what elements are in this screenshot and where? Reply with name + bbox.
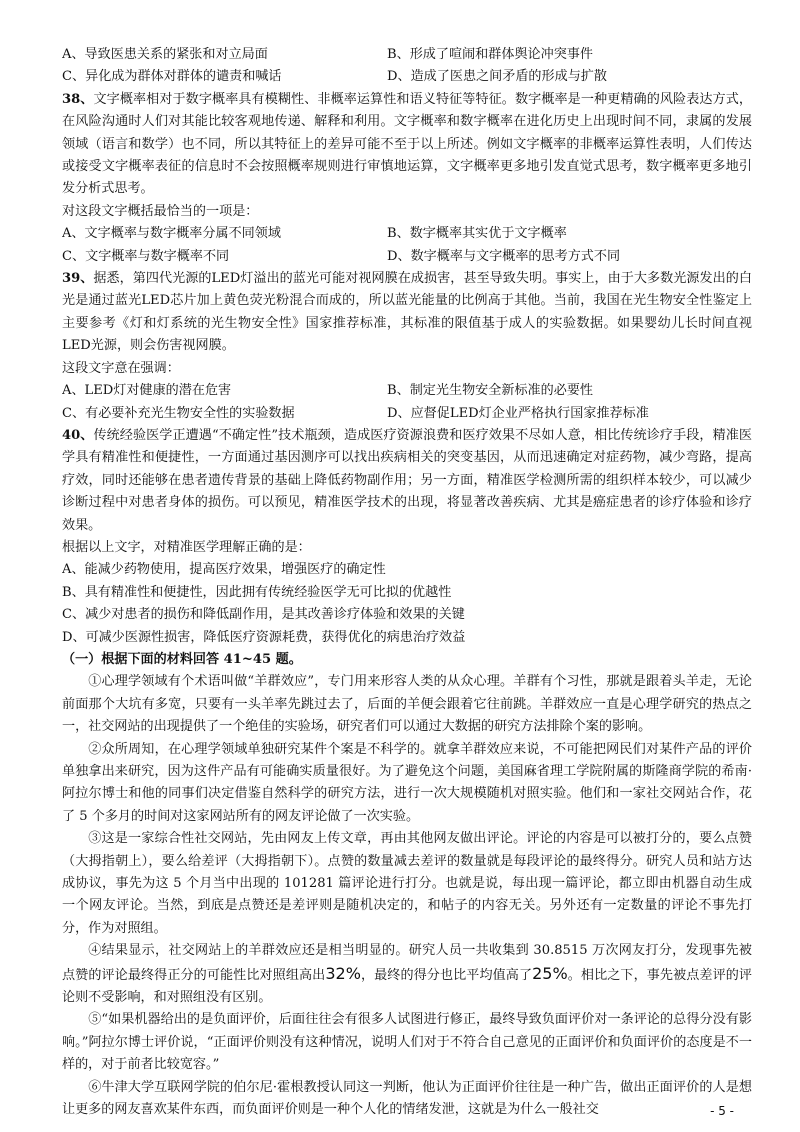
q40-option-b: B、具有精准性和便捷性，因此拥有传统经验医学无可比拟的优越性 — [62, 584, 452, 600]
q40-text: 传统经验医学正遭遇“不确定性”技术瓶颈，造成医疗资源浪费和医疗效果不尽如人意，相比传统诊疗手段，精准医学具有精准性和便捷性，一方面通过基因测序可以找出疾病相关的突变基因，从而迅速确定对症药物，减少弯路，提高疗效，同时还能够在患者遗传背景的基础上降低药物副作用；另一方面，精准医学检测所需的组织样本较少，可以减少诊断过程中对患者身体的损伤。可以预见，精准医学技术的出现，将显著改善疾病、尤其是癌症患者的诊疗体验和诊疗效果。 — [62, 427, 752, 533]
p4-text-c: 。相比之下，事先被点差评的评论则不受影响，和对照组没有区别。 — [62, 967, 753, 1006]
q38-option-a: A、文字概率与数字概率分属不同领域 — [62, 226, 281, 242]
q37-option-d: D、造成了医患之间矛盾的形成与扩散 — [387, 69, 607, 85]
q38-question: 对这段文字概括最恰当的一项是： — [62, 203, 259, 219]
q38-option-b: B、数字概率其实优于文字概率 — [387, 226, 567, 242]
q39-stem — [62, 268, 752, 358]
q38-option-d: D、数字概率与文字概率的思考方式不同 — [387, 248, 621, 264]
passage-paragraph-3: ③这是一家综合性社交网站，先由网友上传文章，再由其他网友做出评论。评论的内容是可以被打分的，要么点赞（大拇指朝上），要么给差评（大拇指朝下）。点赞的数量减去差评的数量就是每段评论的最终得分。研究人员和站方达成协议，事先为这 5 个月当中出现的 101281 篇评论进行打分。也就是说，每出现一篇评论，都立即由机器自动生成一个网友评论。当然，到底是点赞还是差评则是随机决定的，和帖子的内容无关。另外还有一定数量的评论不事先打分，作为对照组。 — [62, 831, 752, 936]
passage-paragraph-4 — [62, 940, 752, 1009]
q39-question: 这段文字意在强调： — [62, 360, 180, 376]
p4-percent-2: 25% — [532, 963, 568, 983]
q39-number: 39、 — [62, 271, 94, 287]
document-page — [62, 44, 752, 1122]
q40-option-d: D、可减少医源性损害，降低医疗资源耗费，获得优化的病患治疗效益 — [62, 629, 466, 645]
q38-options — [62, 223, 752, 268]
p4-percent-1: 32% — [325, 963, 361, 983]
page-number: - 5 - — [710, 1104, 734, 1118]
q39-option-a: A、LED灯对健康的潜在危害 — [62, 383, 232, 399]
q38-text: 文字概率相对于数字概率具有模糊性、非概率运算性和语义特征等特征。数字概率是一种更精确的风险表达方式，在风险沟通时人们对其能比较客观地传递、解释和利用。文字概率和数字概率在进化历史上出现时间不同，隶属的发展领域（语言和数学）也不同，所以其特征上的差异可能不至于以上所述。例如文字概率的非概率运算性表明，人们传达或接受文字概率表征的信息时不会按照概率规则进行审慎地运算，文字概率更多地引发直觉式思考，数字概率更多地引发分析式思考。 — [62, 91, 752, 197]
q40-question: 根据以上文字，对精准医学理解正确的是： — [62, 539, 311, 555]
q40-option-c: C、减少对患者的损伤和降低副作用，是其改善诊疗体验和效果的关键 — [62, 607, 465, 623]
q39-options — [62, 380, 752, 425]
p4-text-a: ④结果显示，社交网站上的羊群效应还是相当明显的。研究人员一共收集到 30.8515 万次网友打分，发现事先被点赞的评论最终得正分的可能性比对照组高出 — [62, 943, 752, 983]
q38-number: 38、 — [62, 91, 94, 107]
section-heading — [62, 649, 752, 671]
q37-option-a: A、导致医患关系的紧张和对立局面 — [62, 47, 268, 62]
q37-option-b: B、形成了喧闹和群体舆论冲突事件 — [387, 47, 594, 62]
section-title: （一）根据下面的材料回答 41~45 题。 — [62, 651, 302, 667]
q39-option-d: D、应督促LED灯企业严格执行国家推荐标准 — [387, 405, 649, 421]
passage-paragraph-5: ⑤“如果机器给出的是负面评价，后面往往会有很多人试图进行修正，最终导致负面评价对一条评论的总得分没有影响。”阿拉尔博士评价说，“正面评价则没有这种情况，说明人们对于不符合自己意见的正面评价和负面评价的态度是不一样的，对于前者比较宽容。” — [62, 1012, 752, 1073]
q40-stem — [62, 425, 752, 537]
q40-option-a: A、能减少药物使用，提高医疗效果，增强医疗的确定性 — [62, 562, 386, 578]
q40-number: 40、 — [62, 427, 94, 443]
q40-options — [62, 559, 752, 649]
passage-paragraph-1: ①心理学领域有个术语叫做“羊群效应”，专门用来形容人类的从众心理。羊群有个习性，那就是跟着头羊走，无论前面那个大坑有多宽，只要有一头羊率先跳过去了，后面的羊便会跟着它往前跳。羊群效应一直是心理学研究的热点之一，社交网站的出现提供了一个绝佳的实验场，研究者们可以通过大数据的研究方法排除个案的影响。 — [62, 674, 752, 735]
p4-text-b: ，最终的得分也比平均值高了 — [360, 967, 533, 983]
q39-option-b: B、制定光生物安全新标准的必要性 — [387, 383, 594, 399]
q38-option-c: C、文字概率与数字概率不同 — [62, 248, 230, 264]
q38-stem — [62, 89, 752, 201]
q37-options — [62, 44, 752, 89]
passage-paragraph-6: ⑥牛津大学互联网学院的伯尔尼·霍根教授认同这一判断，他认为正面评价往往是一种广告，做出正面评价的人是想让更多的网友喜欢某件东西，而负面评价则是一种个人化的情绪发泄，这就是为什么一般社交 — [62, 1079, 752, 1118]
q39-text: 据悉，第四代光源的LED灯溢出的蓝光可能对视网膜在成损害，甚至导致失明。事实上，由于大多数光源发出的白光是通过蓝光LED芯片加上黄色荧光粉混合而成的，所以蓝光能量的比例高于其他。当前，我国在光生物安全性鉴定上主要参考《灯和灯系统的光生物安全性》国家推荐标准，其标准的限值基于成人的实验数据。如果婴幼儿长时间直视LED光源，则会伤害视网膜。 — [62, 271, 752, 354]
q37-option-c: C、异化成为群体对群体的谴责和喊话 — [62, 69, 282, 85]
passage-paragraph-2: ②众所周知，在心理学领域单独研究某件个案是不科学的。就拿羊群效应来说，不可能把网民们对某件产品的评价单独拿出来研究，因为这件产品有可能确实质量很好。为了避免这个问题，美国麻省理工学院附属的斯隆商学院的希南·阿拉尔博士和他的同事们决定借鉴自然科学的研究方法，进行一次大规模随机对照实验。他们和一家社交网站合作，花了 5 个多月的时间对这家网站所有的网友评论做了一次实验。 — [62, 741, 752, 824]
q39-option-c: C、有必要补充光生物安全性的实验数据 — [62, 405, 295, 421]
